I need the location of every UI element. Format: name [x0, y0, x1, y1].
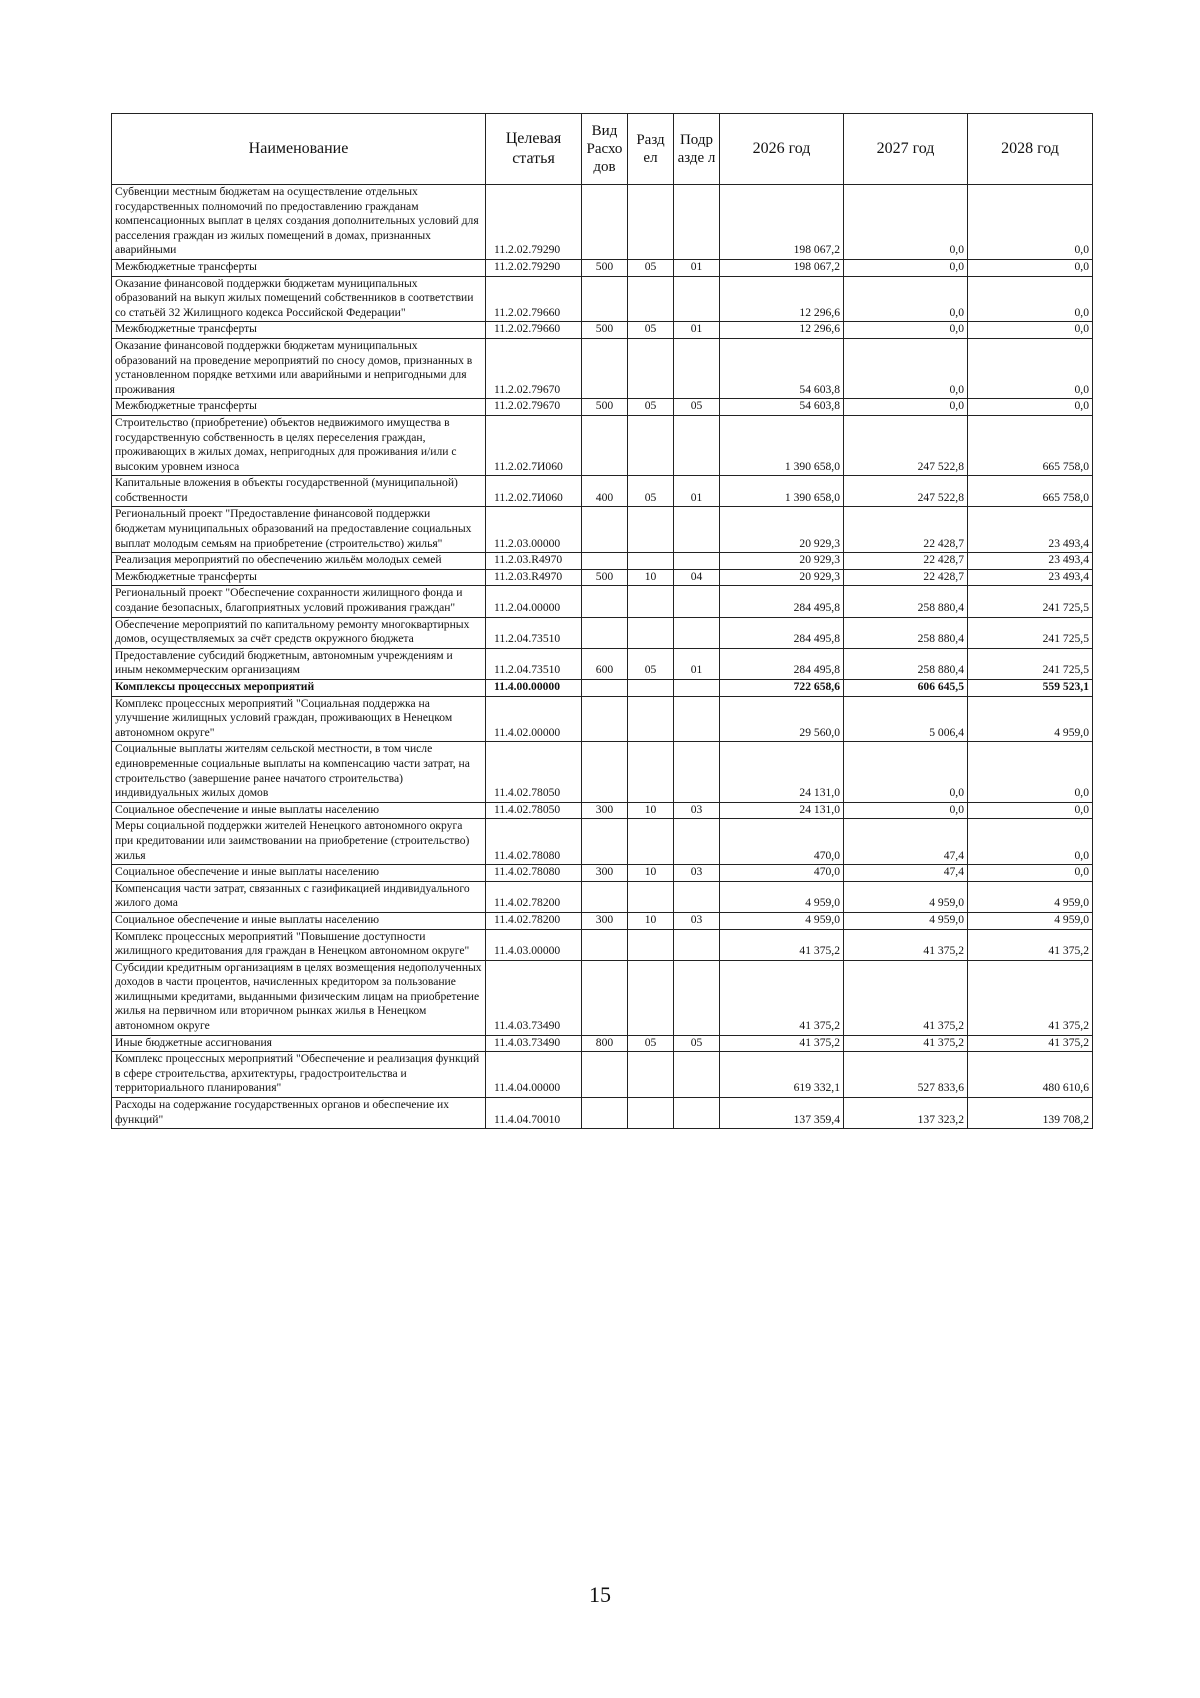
table-row — [112, 865, 1093, 882]
cell-section — [628, 617, 674, 648]
cell-name: Субсидии кредитным организациям в целях возмещения недополученных доходов в части процентов, начисленных кредитором за пользование жилищными кредитами, выданными физическим лицам на приобретение жилья на первичном или вторичном рынках жилья в Ненецком автономном округе — [112, 960, 486, 1035]
cell-2026: 198 067,2 — [720, 259, 844, 276]
header-2028: 2028 год — [968, 114, 1093, 185]
header-target-article: Целевая статья — [486, 114, 582, 185]
cell-name: Социальное обеспечение и иные выплаты населению — [112, 802, 486, 819]
cell-name: Оказание финансовой поддержки бюджетам муниципальных образований на выкуп жилых помещений собственников в соответствии со статьёй 32 Жилищного кодекса Российской Федерации" — [112, 276, 486, 322]
cell-expense-type: 300 — [582, 865, 628, 882]
table-row — [112, 1035, 1093, 1052]
cell-2027: 4 959,0 — [844, 881, 968, 912]
table-row — [112, 929, 1093, 960]
cell-2027: 5 006,4 — [844, 696, 968, 742]
cell-subsection: 04 — [674, 569, 720, 586]
cell-target-article: 11.2.02.79660 — [486, 276, 582, 322]
cell-2027: 0,0 — [844, 802, 968, 819]
cell-subsection: 01 — [674, 648, 720, 679]
cell-2027: 137 323,2 — [844, 1098, 968, 1129]
cell-subsection: 05 — [674, 1035, 720, 1052]
cell-target-article: 11.4.02.78200 — [486, 912, 582, 929]
cell-2028: 665 758,0 — [968, 476, 1093, 507]
table-row — [112, 696, 1093, 742]
cell-target-article: 11.4.04.70010 — [486, 1098, 582, 1129]
cell-section: 10 — [628, 569, 674, 586]
cell-2028: 0,0 — [968, 742, 1093, 802]
table-body — [112, 185, 1093, 1129]
cell-subsection — [674, 1098, 720, 1129]
cell-2028: 0,0 — [968, 322, 1093, 339]
cell-subsection: 01 — [674, 259, 720, 276]
cell-2027: 0,0 — [844, 185, 968, 260]
cell-subsection: 05 — [674, 399, 720, 416]
table-row — [112, 1098, 1093, 1129]
cell-expense-type — [582, 617, 628, 648]
cell-expense-type: 800 — [582, 1035, 628, 1052]
cell-2027: 0,0 — [844, 276, 968, 322]
cell-2027: 247 522,8 — [844, 415, 968, 475]
cell-expense-type — [582, 553, 628, 570]
cell-2026: 1 390 658,0 — [720, 415, 844, 475]
cell-target-article: 11.4.02.78080 — [486, 819, 582, 865]
cell-2026: 284 495,8 — [720, 586, 844, 617]
table-row — [112, 399, 1093, 416]
cell-expense-type — [582, 338, 628, 398]
table-row — [112, 185, 1093, 260]
cell-target-article: 11.4.04.00000 — [486, 1052, 582, 1098]
cell-section: 10 — [628, 865, 674, 882]
cell-2028: 0,0 — [968, 802, 1093, 819]
header-expense-type: Вид Расхо дов — [582, 114, 628, 185]
cell-subsection — [674, 586, 720, 617]
table-row — [112, 553, 1093, 570]
cell-expense-type: 500 — [582, 322, 628, 339]
cell-2027: 4 959,0 — [844, 912, 968, 929]
cell-subsection — [674, 696, 720, 742]
cell-expense-type — [582, 185, 628, 260]
cell-2026: 20 929,3 — [720, 507, 844, 553]
cell-2026: 29 560,0 — [720, 696, 844, 742]
cell-name: Комплексы процессных мероприятий — [112, 680, 486, 697]
cell-subsection: 01 — [674, 476, 720, 507]
cell-expense-type: 300 — [582, 912, 628, 929]
cell-expense-type — [582, 1098, 628, 1129]
cell-2027: 41 375,2 — [844, 929, 968, 960]
cell-2027: 0,0 — [844, 259, 968, 276]
cell-target-article: 11.2.02.79290 — [486, 259, 582, 276]
cell-2026: 470,0 — [720, 819, 844, 865]
cell-2027: 0,0 — [844, 322, 968, 339]
cell-section — [628, 185, 674, 260]
table-row — [112, 960, 1093, 1035]
cell-expense-type — [582, 742, 628, 802]
cell-expense-type — [582, 276, 628, 322]
cell-expense-type: 300 — [582, 802, 628, 819]
cell-expense-type — [582, 819, 628, 865]
table-row — [112, 802, 1093, 819]
cell-expense-type — [582, 507, 628, 553]
cell-expense-type: 600 — [582, 648, 628, 679]
cell-subsection: 03 — [674, 865, 720, 882]
cell-2027: 0,0 — [844, 338, 968, 398]
cell-name: Субвенции местным бюджетам на осуществление отдельных государственных полномочий по предоставлению гражданам компенсационных выплат в целях создания дополнительных условий для расселения граждан из жилых помещений в домах, признанных аварийными — [112, 185, 486, 260]
header-section: Разд ел — [628, 114, 674, 185]
cell-name: Компенсация части затрат, связанных с газификацией индивидуального жилого дома — [112, 881, 486, 912]
header-name: Наименование — [112, 114, 486, 185]
cell-section: 05 — [628, 1035, 674, 1052]
cell-2028: 0,0 — [968, 338, 1093, 398]
cell-2026: 722 658,6 — [720, 680, 844, 697]
cell-expense-type — [582, 696, 628, 742]
cell-target-article: 11.2.02.79290 — [486, 185, 582, 260]
cell-2028: 23 493,4 — [968, 507, 1093, 553]
cell-name: Социальное обеспечение и иные выплаты населению — [112, 865, 486, 882]
cell-2028: 0,0 — [968, 819, 1093, 865]
cell-name: Иные бюджетные ассигнования — [112, 1035, 486, 1052]
table-row — [112, 819, 1093, 865]
cell-target-article: 11.2.04.00000 — [486, 586, 582, 617]
cell-section: 05 — [628, 322, 674, 339]
cell-2028: 4 959,0 — [968, 696, 1093, 742]
cell-2027: 47,4 — [844, 865, 968, 882]
cell-section — [628, 276, 674, 322]
cell-section — [628, 960, 674, 1035]
cell-2028: 41 375,2 — [968, 1035, 1093, 1052]
cell-section: 10 — [628, 802, 674, 819]
cell-expense-type — [582, 680, 628, 697]
cell-name: Обеспечение мероприятий по капитальному ремонту многоквартирных домов, осуществляемых за счёт средств окружного бюджета — [112, 617, 486, 648]
cell-section: 05 — [628, 648, 674, 679]
cell-subsection: 03 — [674, 802, 720, 819]
cell-target-article: 11.4.02.78200 — [486, 881, 582, 912]
cell-target-article: 11.4.03.73490 — [486, 1035, 582, 1052]
table-row — [112, 912, 1093, 929]
cell-target-article: 11.4.02.78050 — [486, 802, 582, 819]
cell-2028: 241 725,5 — [968, 648, 1093, 679]
cell-2026: 470,0 — [720, 865, 844, 882]
cell-2026: 41 375,2 — [720, 929, 844, 960]
table-row — [112, 569, 1093, 586]
cell-subsection — [674, 276, 720, 322]
cell-2027: 47,4 — [844, 819, 968, 865]
cell-target-article: 11.2.02.79670 — [486, 338, 582, 398]
cell-subsection — [674, 680, 720, 697]
cell-2027: 41 375,2 — [844, 1035, 968, 1052]
cell-2028: 0,0 — [968, 185, 1093, 260]
cell-2026: 41 375,2 — [720, 1035, 844, 1052]
cell-2027: 247 522,8 — [844, 476, 968, 507]
cell-name: Комплекс процессных мероприятий "Повышение доступности жилищного кредитования для граждан в Ненецком автономном округе" — [112, 929, 486, 960]
cell-2026: 284 495,8 — [720, 648, 844, 679]
cell-section — [628, 819, 674, 865]
cell-subsection — [674, 415, 720, 475]
cell-section — [628, 1052, 674, 1098]
cell-target-article: 11.2.04.73510 — [486, 648, 582, 679]
cell-expense-type — [582, 960, 628, 1035]
table-row — [112, 586, 1093, 617]
cell-section: 05 — [628, 259, 674, 276]
cell-2026: 4 959,0 — [720, 912, 844, 929]
cell-target-article: 11.2.02.7И060 — [486, 415, 582, 475]
cell-2026: 24 131,0 — [720, 742, 844, 802]
page-number: 15 — [589, 1582, 611, 1607]
cell-2028: 41 375,2 — [968, 960, 1093, 1035]
table-row — [112, 276, 1093, 322]
cell-section: 05 — [628, 476, 674, 507]
cell-target-article: 11.2.02.79670 — [486, 399, 582, 416]
cell-2026: 24 131,0 — [720, 802, 844, 819]
cell-2026: 12 296,6 — [720, 322, 844, 339]
cell-2026: 41 375,2 — [720, 960, 844, 1035]
cell-section — [628, 680, 674, 697]
cell-subsection — [674, 185, 720, 260]
table-row — [112, 476, 1093, 507]
table-row — [112, 648, 1093, 679]
table-row — [112, 742, 1093, 802]
cell-target-article: 11.4.02.78050 — [486, 742, 582, 802]
cell-2026: 284 495,8 — [720, 617, 844, 648]
cell-section — [628, 881, 674, 912]
cell-expense-type — [582, 881, 628, 912]
cell-section — [628, 929, 674, 960]
table-row — [112, 881, 1093, 912]
cell-subsection — [674, 929, 720, 960]
header-row — [112, 114, 1093, 185]
cell-subsection — [674, 742, 720, 802]
cell-section — [628, 507, 674, 553]
cell-name: Меры социальной поддержки жителей Ненецкого автономного округа при кредитовании или заимствовании на приобретение (строительство) жилья — [112, 819, 486, 865]
table-row — [112, 338, 1093, 398]
cell-name: Межбюджетные трансферты — [112, 569, 486, 586]
cell-name: Реализация мероприятий по обеспечению жильём молодых семей — [112, 553, 486, 570]
cell-2027: 22 428,7 — [844, 569, 968, 586]
cell-subsection: 03 — [674, 912, 720, 929]
cell-2028: 23 493,4 — [968, 569, 1093, 586]
cell-2026: 20 929,3 — [720, 569, 844, 586]
cell-2028: 0,0 — [968, 399, 1093, 416]
cell-2027: 0,0 — [844, 742, 968, 802]
cell-target-article: 11.2.03.00000 — [486, 507, 582, 553]
cell-subsection — [674, 553, 720, 570]
cell-name: Региональный проект "Предоставление финансовой поддержки бюджетам муниципальных образований на предоставление социальных выплат молодым семьям на приобретение (строительство) жилья" — [112, 507, 486, 553]
cell-2028: 241 725,5 — [968, 617, 1093, 648]
header-2026: 2026 год — [720, 114, 844, 185]
cell-section — [628, 1098, 674, 1129]
cell-subsection — [674, 960, 720, 1035]
cell-2027: 0,0 — [844, 399, 968, 416]
cell-2026: 137 359,4 — [720, 1098, 844, 1129]
cell-2028: 480 610,6 — [968, 1052, 1093, 1098]
cell-2028: 0,0 — [968, 865, 1093, 882]
budget-table — [111, 113, 1093, 1129]
cell-target-article: 11.2.02.7И060 — [486, 476, 582, 507]
table-row — [112, 617, 1093, 648]
cell-subsection — [674, 881, 720, 912]
cell-name: Социальные выплаты жителям сельской местности, в том числе единовременные социальные выплаты на компенсацию части затрат, на строительство (завершение ранее начатого строительства) индивидуальных жилых домов — [112, 742, 486, 802]
cell-target-article: 11.2.04.73510 — [486, 617, 582, 648]
cell-2026: 54 603,8 — [720, 399, 844, 416]
cell-2028: 241 725,5 — [968, 586, 1093, 617]
cell-section — [628, 415, 674, 475]
cell-target-article: 11.2.03.R4970 — [486, 553, 582, 570]
table-row — [112, 680, 1093, 697]
cell-expense-type — [582, 586, 628, 617]
cell-2027: 606 645,5 — [844, 680, 968, 697]
cell-name: Капитальные вложения в объекты государственной (муниципальной) собственности — [112, 476, 486, 507]
cell-2026: 12 296,6 — [720, 276, 844, 322]
cell-2026: 619 332,1 — [720, 1052, 844, 1098]
cell-subsection — [674, 338, 720, 398]
table-row — [112, 507, 1093, 553]
cell-name: Расходы на содержание государственных органов и обеспечение их функций" — [112, 1098, 486, 1129]
cell-2027: 22 428,7 — [844, 507, 968, 553]
cell-2028: 4 959,0 — [968, 912, 1093, 929]
cell-target-article: 11.4.02.78080 — [486, 865, 582, 882]
cell-section — [628, 553, 674, 570]
header-2027: 2027 год — [844, 114, 968, 185]
cell-expense-type: 500 — [582, 569, 628, 586]
cell-subsection — [674, 617, 720, 648]
cell-target-article: 11.2.02.79660 — [486, 322, 582, 339]
cell-expense-type — [582, 929, 628, 960]
cell-2026: 198 067,2 — [720, 185, 844, 260]
cell-2026: 20 929,3 — [720, 553, 844, 570]
cell-target-article: 11.4.00.00000 — [486, 680, 582, 697]
cell-2026: 4 959,0 — [720, 881, 844, 912]
cell-expense-type: 500 — [582, 399, 628, 416]
cell-name: Комплекс процессных мероприятий "Социальная поддержка на улучшение жилищных условий граждан, проживающих в Ненецком автономном округе" — [112, 696, 486, 742]
cell-subsection: 01 — [674, 322, 720, 339]
cell-2028: 41 375,2 — [968, 929, 1093, 960]
cell-target-article: 11.2.03.R4970 — [486, 569, 582, 586]
cell-name: Региональный проект "Обеспечение сохранности жилищного фонда и создание безопасных, благоприятных условий проживания граждан" — [112, 586, 486, 617]
cell-target-article: 11.4.02.00000 — [486, 696, 582, 742]
cell-name: Строительство (приобретение) объектов недвижимого имущества в государственную собственность в целях переселения граждан, проживающих в жилых домах, непригодных для проживания и/или с высоким уровнем износа — [112, 415, 486, 475]
cell-2027: 258 880,4 — [844, 648, 968, 679]
cell-name: Комплекс процессных мероприятий "Обеспечение и реализация функций в сфере строительства, архитектуры, градостроительства и территориального планирования" — [112, 1052, 486, 1098]
cell-name: Межбюджетные трансферты — [112, 259, 486, 276]
cell-section — [628, 586, 674, 617]
cell-name: Межбюджетные трансферты — [112, 399, 486, 416]
cell-2028: 559 523,1 — [968, 680, 1093, 697]
cell-target-article: 11.4.03.73490 — [486, 960, 582, 1035]
cell-name: Межбюджетные трансферты — [112, 322, 486, 339]
cell-section: 10 — [628, 912, 674, 929]
table-row — [112, 259, 1093, 276]
cell-2028: 23 493,4 — [968, 553, 1093, 570]
cell-2026: 54 603,8 — [720, 338, 844, 398]
cell-subsection — [674, 507, 720, 553]
cell-section: 05 — [628, 399, 674, 416]
cell-name: Предоставление субсидий бюджетным, автономным учреждениям и иным некоммерческим организациям — [112, 648, 486, 679]
cell-2027: 258 880,4 — [844, 617, 968, 648]
table-row — [112, 415, 1093, 475]
header-subsection: Подр азде л — [674, 114, 720, 185]
cell-name: Социальное обеспечение и иные выплаты населению — [112, 912, 486, 929]
cell-2026: 1 390 658,0 — [720, 476, 844, 507]
cell-expense-type: 400 — [582, 476, 628, 507]
cell-section — [628, 742, 674, 802]
cell-section — [628, 338, 674, 398]
cell-expense-type — [582, 415, 628, 475]
cell-subsection — [674, 819, 720, 865]
cell-2027: 527 833,6 — [844, 1052, 968, 1098]
cell-expense-type — [582, 1052, 628, 1098]
cell-section — [628, 696, 674, 742]
cell-2028: 665 758,0 — [968, 415, 1093, 475]
cell-2028: 0,0 — [968, 259, 1093, 276]
cell-target-article: 11.4.03.00000 — [486, 929, 582, 960]
cell-2028: 139 708,2 — [968, 1098, 1093, 1129]
table-row — [112, 1052, 1093, 1098]
cell-2027: 41 375,2 — [844, 960, 968, 1035]
cell-2028: 4 959,0 — [968, 881, 1093, 912]
cell-2028: 0,0 — [968, 276, 1093, 322]
cell-2027: 22 428,7 — [844, 553, 968, 570]
cell-expense-type: 500 — [582, 259, 628, 276]
cell-2027: 258 880,4 — [844, 586, 968, 617]
cell-subsection — [674, 1052, 720, 1098]
cell-name: Оказание финансовой поддержки бюджетам муниципальных образований на проведение мероприятий по сносу домов, признанных в установленном порядке ветхими или аварийными и непригодными для проживания — [112, 338, 486, 398]
table-row — [112, 322, 1093, 339]
